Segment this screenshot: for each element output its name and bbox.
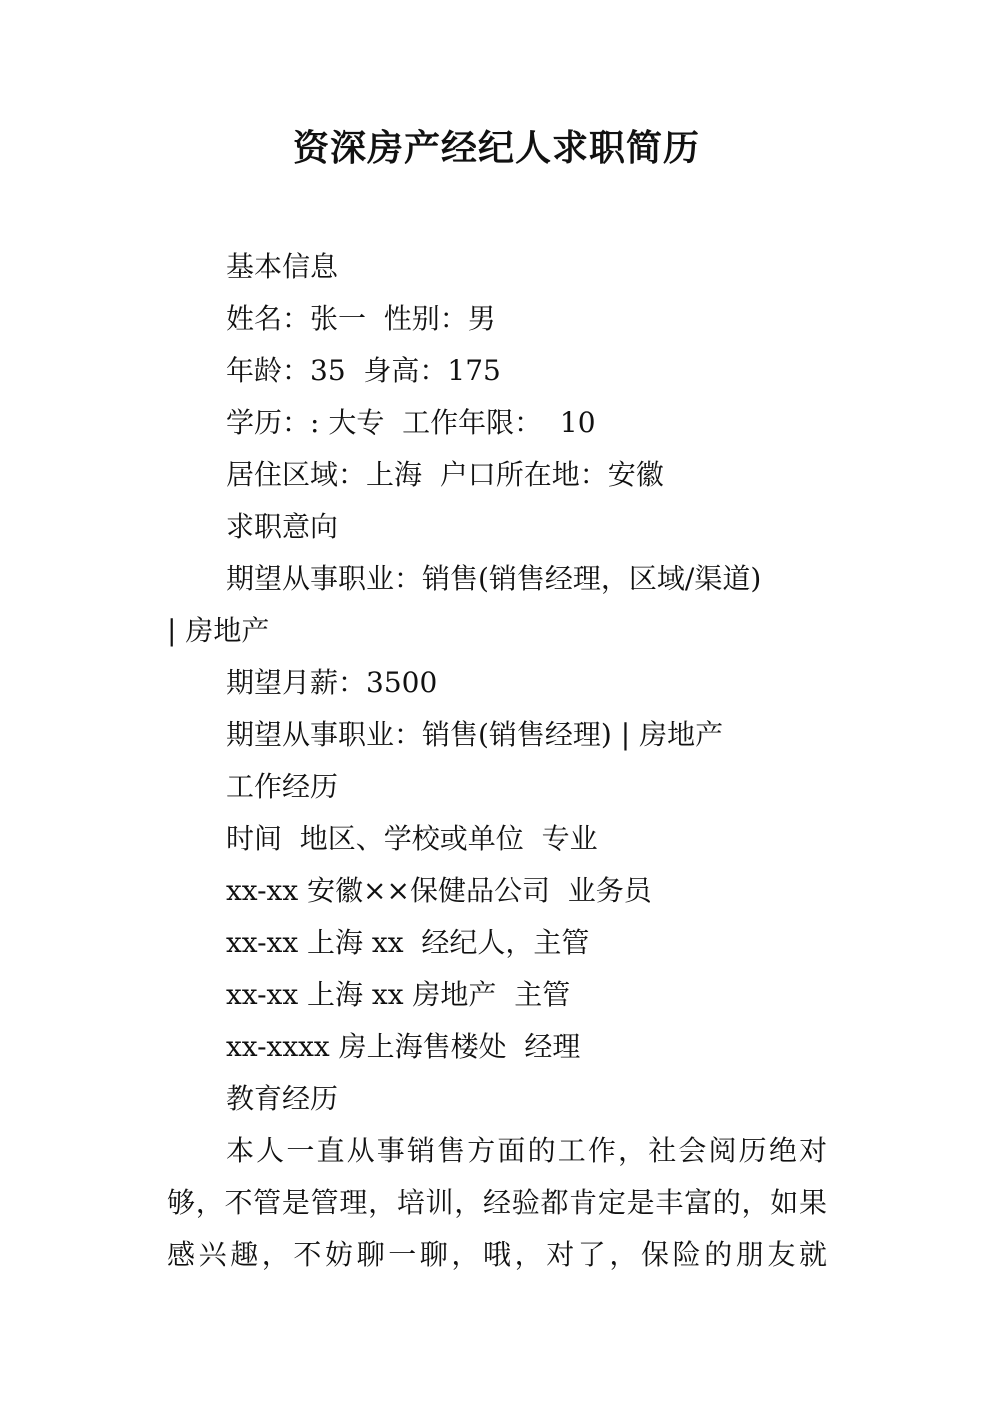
text-line-desired-job-2: 期望从事职业：销售(销售经理) | 房地产: [226, 718, 724, 751]
text-line-desired-job: 期望从事职业：销售(销售经理，区域/渠道): [226, 562, 762, 595]
text-line-residence: 居住区域：上海 户口所在地：安徽: [226, 458, 664, 491]
section-heading-education: 教育经历: [226, 1082, 339, 1115]
section-heading-job-intention: 求职意向: [226, 510, 339, 543]
text-line-work-3: xx-xx 上海 xx 房地产 主管: [226, 978, 571, 1011]
text-line-education-years: 学历：: 大专 工作年限： 10: [226, 406, 596, 439]
self-introduction-paragraph: 本人一直从事销售方面的工作，社会阅历绝对够，不管是管理，培训，经验都肯定是丰富的，如果感兴趣，不妨聊一聊，哦，对了，保险的朋友就: [167, 1134, 827, 1271]
text-line-work-columns: 时间 地区、学校或单位 专业: [226, 822, 598, 855]
section-heading-basic-info: 基本信息: [226, 250, 339, 283]
text-line-name-gender: 姓名：张一 性别：男: [226, 302, 496, 335]
text-line-desired-salary: 期望月薪：3500: [226, 666, 438, 699]
text-line-age-height: 年龄：35 身高：175: [226, 354, 501, 387]
text-line-work-2: xx-xx 上海 xx 经纪人，主管: [226, 926, 590, 959]
document-body: [167, 241, 827, 1281]
text-line-desired-job-continued: | 房地产: [167, 614, 270, 647]
text-line-work-1: xx-xx 安徽××保健品公司 业务员: [226, 874, 652, 907]
section-heading-work-experience: 工作经历: [226, 770, 339, 803]
document-title: 资深房产经纪人求职简历: [292, 127, 700, 169]
text-line-work-4: xx-xxxx 房上海售楼处 经理: [226, 1030, 581, 1063]
